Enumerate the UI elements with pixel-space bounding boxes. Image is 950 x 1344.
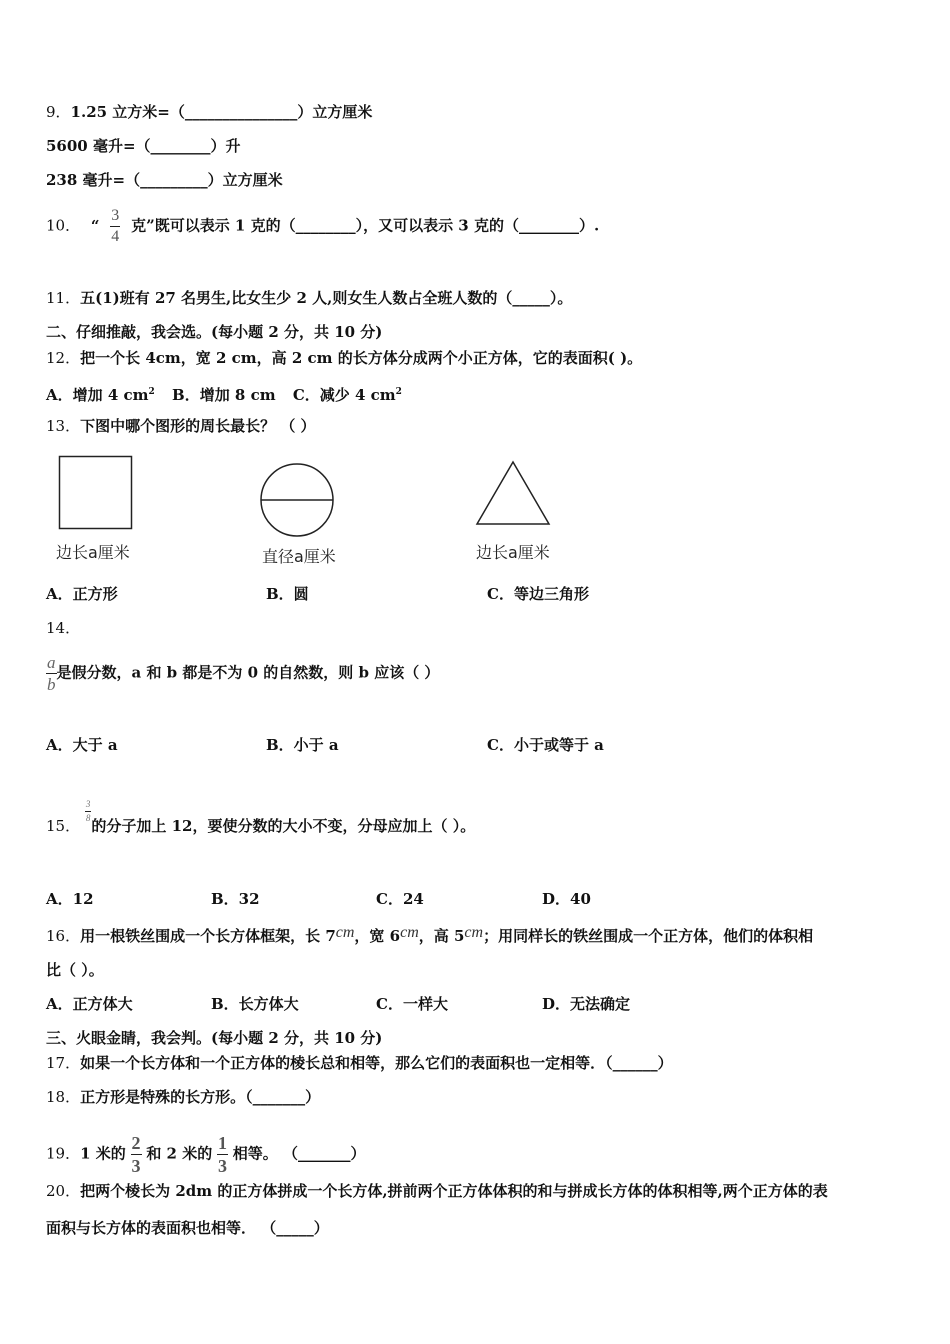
q13-option-b: B．圆: [266, 585, 309, 603]
q16-text4: ；用同样长的铁丝围成一个正方体，他们的体积相: [483, 927, 814, 945]
q15-frac-num: 3: [85, 800, 92, 812]
q16-line2: 比（ ）。: [46, 961, 104, 979]
q18-line: [46, 1087, 320, 1107]
triangle-shape: [477, 462, 549, 524]
q10-fraction: [110, 208, 120, 245]
q19-frac2-den: 3: [218, 1156, 227, 1176]
square-caption: 边长a厘米: [56, 543, 130, 562]
q14-text: 是假分数，a 和 b 都是不为 0 的自然数，则 b 应该（ ）: [56, 663, 440, 682]
q19-frac1-den: 3: [131, 1156, 141, 1176]
q19-fraction-2: [217, 1134, 228, 1175]
q20-line2: 面积与长方体的表面积也相等． （_____）: [46, 1219, 329, 1237]
q14-option-b: B．小于 a: [266, 736, 339, 754]
q16-text3: ，高 5: [418, 927, 465, 945]
q16-number: 16．: [46, 927, 81, 945]
q9-text1: 1.25 立方米=（_______________）立方厘米: [70, 103, 373, 121]
q19-text1: 1 米的: [80, 1144, 126, 1163]
q16-text2: ，宽 6: [354, 927, 401, 945]
q15-text: 的分子加上 12，要使分数的大小不变，分母应加上（ ）。: [91, 817, 476, 835]
q19-text2: 和 2 米的: [146, 1144, 213, 1163]
q10-line: [46, 208, 599, 245]
q16-unit-2: cm: [400, 924, 419, 941]
q10-text: 克”既可以表示 1 克的（________），又可以表示 3 克的（________）.: [131, 216, 600, 235]
q13-option-c: C．等边三角形: [487, 585, 589, 603]
q15-option-c: C．24: [376, 890, 424, 908]
q16-option-c: C．一样大: [376, 995, 448, 1013]
q9-line3: 238 毫升=（_________）立方厘米: [46, 171, 283, 189]
circle-figure: [259, 462, 337, 540]
q13-number: 13．: [46, 417, 81, 435]
q20-number: 20．: [46, 1182, 81, 1200]
triangle-caption: 边长a厘米: [476, 543, 550, 562]
q14-option-c: C．小于或等于 a: [487, 736, 604, 754]
q17-number: 17．: [46, 1054, 81, 1072]
q16-option-b: B．长方体大: [211, 995, 299, 1013]
q15-frac-den: 8: [85, 813, 91, 823]
q13-option-a: A．正方形: [46, 585, 118, 603]
q12-option-a: A．增加 4 cm: [46, 386, 149, 404]
q15-option-a: A．12: [46, 890, 94, 908]
circle-caption: 直径a厘米: [262, 547, 336, 566]
q12-option-c: C．减少 4 cm: [292, 386, 396, 404]
q13-text: 下图中哪个图形的周长最长？ （ ）: [80, 417, 316, 435]
q18-number: 18．: [46, 1088, 81, 1106]
q11-text: 五(1)班有 27 名男生,比女生少 2 人,则女生人数占全班人数的（_____）。: [80, 289, 573, 307]
q9-line1: [46, 102, 372, 122]
q20-text1: 把两个棱长为 2dm 的正方体拼成一个长方体,拼前两个正方体体积的和与拼成长方体的体积相等,两个正方体的表: [80, 1182, 828, 1200]
q9-number: 9．: [46, 103, 71, 121]
section-3-heading: 三、火眼金睛，我会判。(每小题 2 分，共 10 分): [46, 1029, 383, 1047]
q16-text1: 用一根铁丝围成一个长方体框架，长 7: [80, 927, 336, 945]
q14-number: 14．: [46, 619, 81, 637]
q11-number: 11．: [46, 289, 81, 307]
q14-frac-num: a: [47, 653, 56, 672]
q19-line: [46, 1134, 366, 1175]
q15-number: 15．: [46, 817, 81, 835]
q12-options: [46, 382, 402, 405]
q12-option-a-sup: 2: [148, 387, 155, 397]
q19-fraction-1: [131, 1134, 142, 1175]
triangle-figure: [474, 459, 552, 527]
q19-frac1-num: 2: [131, 1133, 141, 1153]
q10-open-quote: “: [90, 216, 100, 235]
q12-option-b: B．增加 8 cm: [172, 386, 276, 404]
q9-line2: 5600 毫升=（________）升: [46, 137, 241, 155]
q19-number: 19．: [46, 1144, 81, 1163]
q14-line: [46, 654, 439, 693]
section-2-heading: 二、仔细推敲，我会选。(每小题 2 分，共 10 分): [46, 323, 383, 341]
q16-line1: [46, 923, 813, 946]
q19-text3: 相等。 （_______）: [232, 1144, 366, 1163]
q16-option-d: D．无法确定: [542, 995, 631, 1013]
q16-unit-3: cm: [464, 924, 484, 941]
q17-line: [46, 1053, 673, 1073]
q15-line: [46, 800, 475, 836]
q13-line: [46, 416, 316, 436]
q20-line1: [46, 1181, 828, 1201]
square-shape: [60, 457, 132, 529]
q18-text: 正方形是特殊的长方形。（_______）: [80, 1088, 321, 1106]
q10-number: 10．: [46, 216, 81, 235]
q14-fraction: [46, 654, 57, 693]
q10-frac-num: 3: [110, 208, 120, 227]
q19-frac2-num: 1: [218, 1133, 227, 1153]
square-figure: [58, 455, 134, 531]
q14-option-a: A．大于 a: [46, 736, 118, 754]
q12-number: 12．: [46, 349, 81, 367]
q15-option-b: B．32: [211, 890, 260, 908]
q17-text: 如果一个长方体和一个正方体的棱长总和相等，那么它们的表面积也一定相等．（______）: [80, 1054, 673, 1072]
q10-frac-den: 4: [111, 228, 120, 245]
q16-option-a: A．正方体大: [46, 995, 133, 1013]
q15-option-d: D．40: [542, 890, 591, 908]
q14-frac-den: b: [47, 675, 56, 694]
q11-line: [46, 288, 572, 308]
q16-unit-1: cm: [335, 924, 355, 941]
q12-line: [46, 348, 642, 368]
q12-text: 把一个长 4cm，宽 2 cm，高 2 cm 的长方体分成两个小正方体，它的表面积( )。: [80, 349, 643, 367]
q12-option-c-sup: 2: [395, 387, 402, 397]
